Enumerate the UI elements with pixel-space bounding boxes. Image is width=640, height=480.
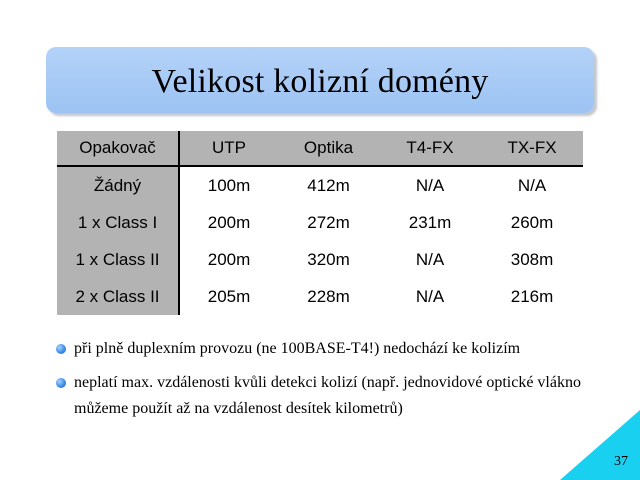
table-cell: 228m (307, 286, 350, 306)
bullet-item (56, 370, 596, 422)
slide-title: Velikost kolizní domény (151, 63, 489, 100)
header-utp: UTP (179, 131, 278, 166)
table-cell: N/A (415, 249, 445, 269)
table-cell: 231m (408, 212, 452, 232)
bullet-text: neplatí max. vzdálenosti kvůli detekci kolizí (např. jednovidové optické vlákno můžeme použít až na vzdálenost desítek kilometrů) (74, 374, 581, 417)
table-cell: 308m (510, 249, 554, 269)
header-optika: Optika (278, 131, 379, 166)
bullet-list (56, 336, 596, 430)
table-cell: N/A (415, 175, 445, 195)
table-cell: N/A (415, 286, 445, 306)
header-repeater: Opakovač (57, 131, 179, 166)
table-cell: 412m (307, 175, 350, 195)
table-cell: 205m (207, 286, 251, 306)
bullet-text: při plně duplexním provozu (ne 100BASE-T4!) nedochází ke kolizím (74, 340, 521, 357)
table-cell: 260m (510, 212, 554, 232)
corner-triangle (560, 410, 640, 480)
table-header-row (57, 131, 583, 166)
row-header: 1 x Class II (57, 241, 179, 278)
row-header: Žádný (57, 166, 179, 204)
table-row (57, 204, 583, 241)
row-header: 1 x Class I (57, 204, 179, 241)
row-header: 2 x Class II (57, 278, 179, 315)
table-row (57, 278, 583, 315)
bullet-dot-icon (56, 378, 66, 388)
table-cell: 320m (307, 249, 350, 269)
table-row (57, 166, 583, 204)
table-cell: 200m (207, 249, 251, 269)
table-cell: 272m (307, 212, 350, 232)
title-box (46, 47, 594, 113)
table-cell: 216m (510, 286, 554, 306)
collision-domain-table-wrapper (57, 131, 583, 315)
bullet-dot-icon (56, 344, 66, 354)
bullet-item (56, 336, 596, 362)
table-cell: N/A (517, 175, 547, 195)
table-row (57, 241, 583, 278)
header-tx-fx: TX-FX (481, 131, 583, 166)
collision-domain-table (57, 131, 583, 315)
header-t4-fx: T4-FX (379, 131, 481, 166)
table-cell: 100m (207, 175, 251, 195)
table-cell: 200m (207, 212, 251, 232)
page-number: 37 (614, 454, 628, 469)
